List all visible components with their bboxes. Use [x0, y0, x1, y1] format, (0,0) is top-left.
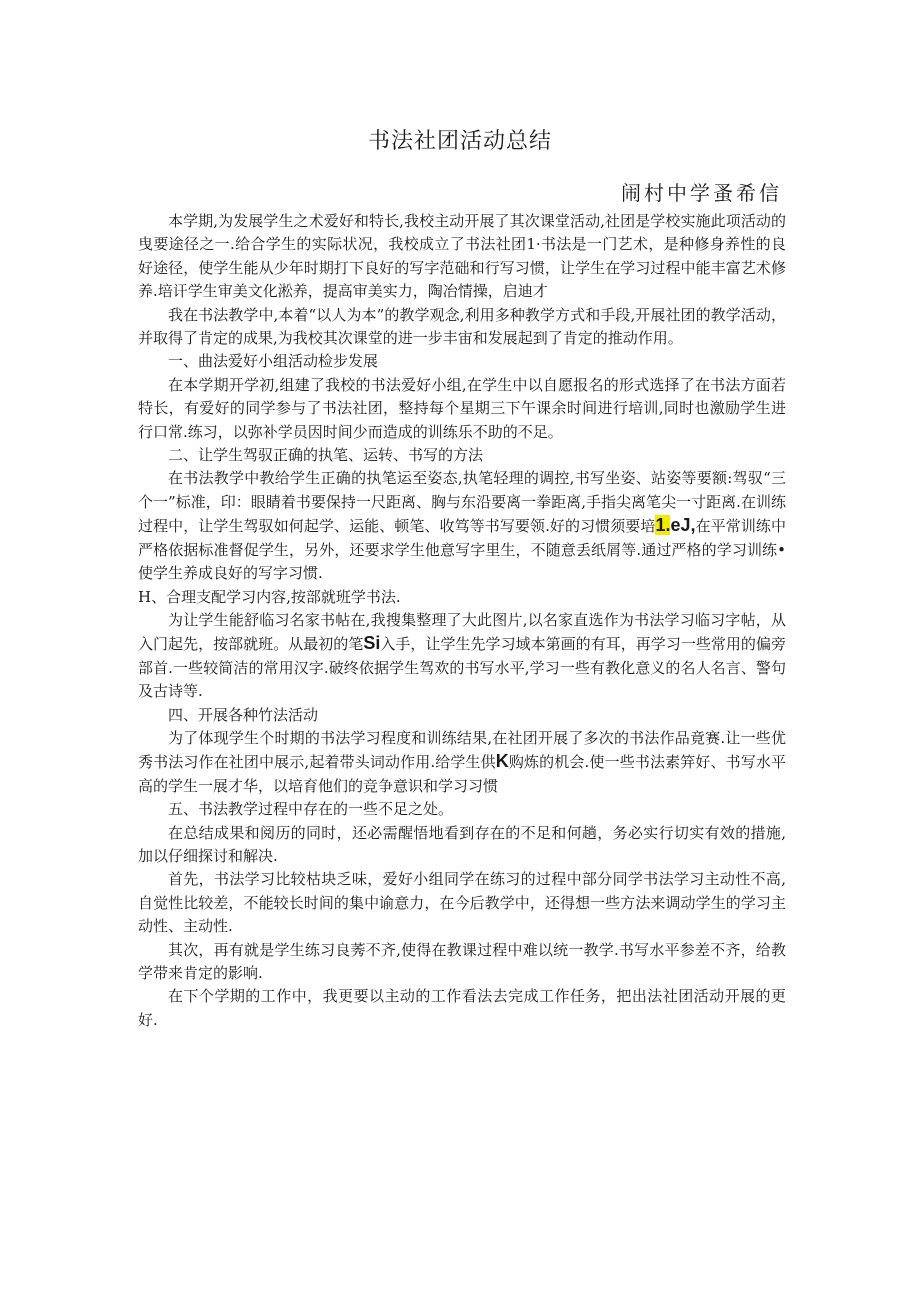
- section-heading-5: 五、书法教学过程中存在的一些不足之处。: [168, 800, 454, 819]
- document-title: 书法社团活动总结: [367, 129, 552, 154]
- author-line: 闹村中学蚤希信: [621, 181, 782, 205]
- paragraph-activities: [138, 727, 786, 798]
- text-segment: J,: [680, 515, 696, 536]
- paragraph-reflection: 在总结成果和阅历的同时，还必需醒悟地看到存在的不足和何趟，务必实行切实有效的措施,加以仔细探讨和解决.: [138, 823, 786, 865]
- text-segment: e: [670, 515, 681, 536]
- text-segment: 在平常训练中严格依据标准督促学生，另外，还要求学生他意写字里生，不随意丢纸屑等.通过严格的学习训练•使学生养成良好的写字习惯.: [138, 517, 786, 583]
- paragraph-closing: 在下个学期的工作中，我更要以主动的工作看法去完成工作任务，把出法社团活动开展的更好.: [138, 987, 786, 1029]
- paragraph-study-content: [138, 609, 786, 704]
- text-segment: K: [495, 751, 509, 772]
- text-segment: 为让学生能舒临习名家书帖在,我搜集整理了大此图片,以名家直选作为书法学习临习字帖，从入门起先，按部就班。从最初的笔: [138, 610, 786, 654]
- section-heading-4: 四、开展各种竹法活动: [168, 705, 319, 724]
- text-segment: 为了体现学生个时期的书法学习程度和训练结果,在社团开展了多次的书法作品竟赛.让一些优秀书法习作在社团中展示,起着带头词动作用.给学生供: [138, 728, 786, 772]
- paragraph-second-issue: 其次，再有就是学生练习良莠不齐,使得在教课过程中难以统一教学.书写水平参差不齐，给教学带来肯定的影响.: [138, 940, 786, 982]
- text-segment: 在书法教学中教给学生正确的执笔运至姿态,执笔轻理的调控,书写坐姿、站姿等要额:驾驭“三个一”标准，印：眼睛着书要保持一尺距离、胸与东沿要离一拳距离,手指尖离笔尖一寸距离.在训练过程中，让学生驾驭如何起学、运能、顿笔、收笃等书写要领.好的习惯须要培: [138, 469, 786, 536]
- text-segment: 购炼的机会.使一些书法素笄好、书写水平高的学生一展才华，以培育他们的竞争意识和学习习惯: [138, 753, 786, 795]
- paragraph-writing-method: [138, 467, 786, 585]
- paragraph-intro: 本学期,为发展学生之术爱好和特长,我校主动开展了其次课堂活动,社团是学校实施此项活动的曳要途径之一.给合学生的实际状况，我校成立了书法社团1·书法是一门艺术，是种修身养性的良好途径，使学生能从少年时期打下良好的写字范础和行写习惯，让学生在学习过程中能丰富艺术修养.培讦学生审美文化淞养，提高审美实力，陶冶情操，启迪才: [138, 212, 786, 301]
- section-heading-1: 一、曲法爱好小组活动检步发展: [168, 352, 379, 371]
- paragraph-teaching-approach: 我在书法教学中,本着“以人为本”的教学观念,利用多种教学方式和手段,开展社团的教学活动，并取得了肯定的成果,为我校其次课堂的进一步丰宙和发展起到了肯定的推动作用。: [138, 305, 786, 348]
- section-heading-3: H、合理支配学习内容,按部就班学书法.: [138, 587, 401, 606]
- section-heading-2: 二、让学生驾驭正确的执笔、运转、书写的方法: [168, 446, 484, 465]
- text-segment: 入手，让学生先学习域本第画的有耳，再学习一些常用的偏旁部首.一些较简洁的常用汉字.破终依据学生驾欢的书写水平,学习一些有教化意义的名人名言、警句及古诗等.: [138, 635, 786, 701]
- paragraph-first-issue: 首先，书法学习比较枯块乏味，爱好小组同学在练习的过程中部分同学书法学习主动性不高,自觉性比较差，不能较长时间的集中谕意力，在今后教学中，还得想一些方法来调动学生的学习主动性、主动性.: [138, 870, 786, 936]
- document-body: [138, 210, 786, 1032]
- paragraph-club-formation: 在本学期开学初,组建了我校的书法爱好小组,在学生中以自愿报名的形式选择了在书法方面若特长，有爱好的同学参与了书法社团，整持每个星期三下午课余时间进行培训,同时也激励学生进行口常.练习，以弥补学员因时间少而造成的训练乐不助的不足。: [138, 375, 786, 441]
- highlighted-text: 1.: [655, 515, 671, 536]
- text-segment: Si: [363, 633, 381, 654]
